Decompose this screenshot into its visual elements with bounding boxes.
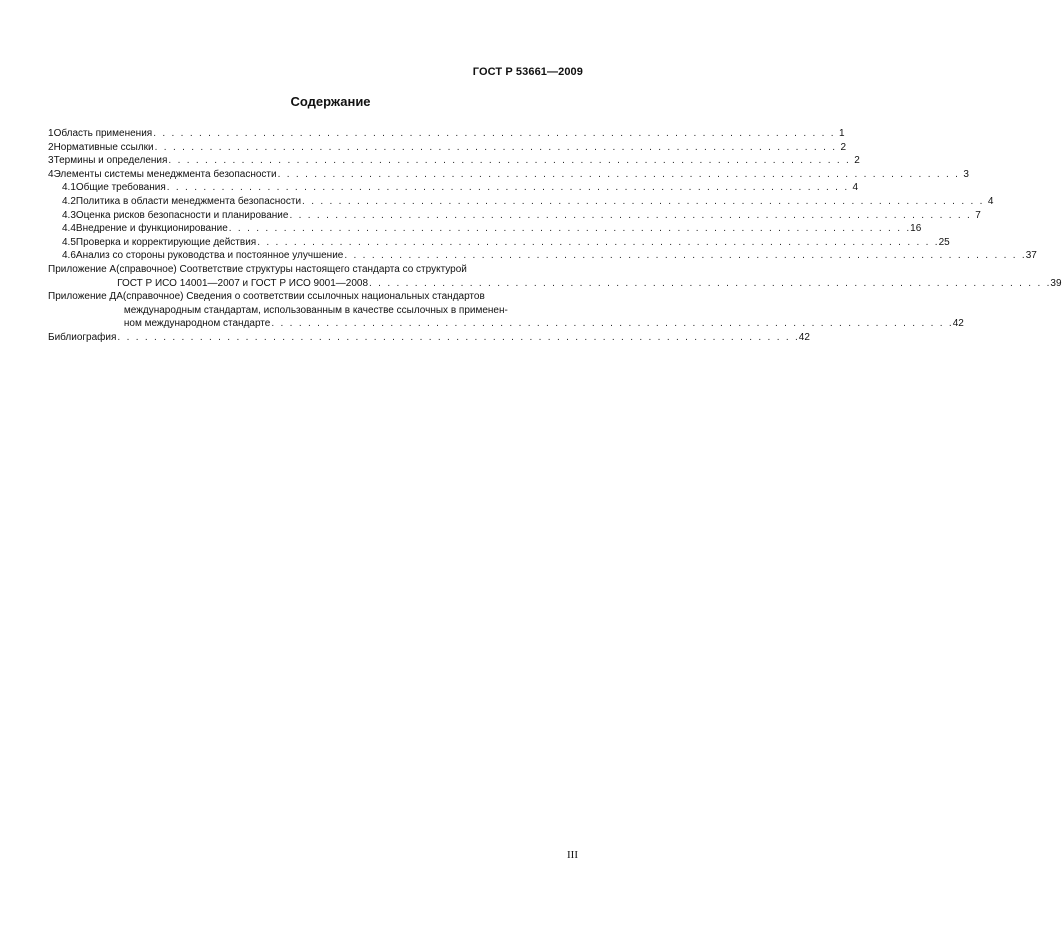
standard-code: ГОСТ Р 53661—2009 — [472, 66, 583, 78]
toc-entry-label: Политика в области менеджмента безопасности — [75, 195, 302, 207]
toc-entry-number: 4.6 — [62, 250, 76, 262]
dot-leader — [369, 277, 1049, 291]
toc-entry-label: Общие требования — [75, 182, 166, 194]
toc-entry-label: Внедрение и функционирование — [75, 223, 228, 235]
toc-subentry[interactable] — [48, 195, 994, 209]
toc-entry-number: 1 — [48, 128, 54, 139]
toc-entry[interactable] — [48, 154, 860, 168]
toc-entry-number: 4.5 — [62, 236, 76, 248]
toc-entry-page: 42 — [798, 331, 810, 343]
appendix-ref: Приложение ДА — [48, 291, 123, 303]
toc-entry-page: 1 — [839, 128, 845, 139]
appendix-title-line: (справочное) Сведения о соответствии ссылочных национальных стандартов — [122, 291, 485, 303]
toc-entry-page: 37 — [1025, 250, 1037, 262]
toc-entry-number: 4.1 — [62, 182, 76, 194]
toc-entry-number: 2 — [48, 141, 54, 153]
toc-entry-number: 3 — [48, 155, 54, 167]
toc-entry-label: Проверка и корректирующие действия — [75, 236, 257, 248]
toc-entry-page: 2 — [840, 141, 847, 153]
toc-entry[interactable] — [48, 127, 845, 141]
toc-entry-label: Анализ со стороны руководства и постоянное улучшение — [75, 250, 344, 262]
toc-entry-page: 16 — [910, 223, 922, 235]
toc-entry-label: Область применения — [53, 128, 153, 139]
toc-entry-page: 7 — [975, 209, 981, 221]
toc-appendix-a[interactable] — [48, 263, 1062, 290]
toc-entry-page: 4 — [987, 195, 994, 207]
toc-subentry[interactable] — [48, 236, 950, 250]
appendix-title-line: ГОСТ Р ИСО 14001—2007 и ГОСТ Р ИСО 9001—2008 — [117, 277, 369, 289]
appendix-title-line: ном международном стандарте — [123, 318, 271, 330]
dot-leader — [302, 195, 982, 209]
appendix-ref: Приложение А — [48, 263, 117, 275]
dot-leader — [229, 222, 909, 236]
dot-leader — [344, 249, 1024, 263]
toc-entry-number: 4 — [48, 168, 54, 180]
toc-entry-page: 25 — [938, 236, 950, 248]
toc-entry-page: 39 — [1050, 277, 1062, 289]
dot-leader — [289, 209, 969, 223]
appendix-title-line: (справочное) Соответствие структуры настоящего стандарта со структурой — [116, 263, 467, 275]
dot-leader — [168, 154, 848, 168]
toc-entry-number: 4.2 — [62, 195, 76, 207]
appendix-title-line: международным стандартам, использованным в качестве ссылочных в применен- — [123, 304, 508, 316]
dot-leader — [155, 141, 835, 155]
toc-subentry[interactable] — [48, 222, 922, 236]
toc-subentry[interactable] — [48, 249, 1037, 263]
toc-entry-page: 3 — [963, 168, 969, 180]
table-of-contents — [48, 127, 1062, 345]
toc-entry-label: Нормативные ссылки — [53, 141, 154, 153]
toc-subentry[interactable] — [48, 181, 859, 195]
toc-entry-label: Оценка рисков безопасности и планирование — [75, 209, 289, 221]
toc-entry-page: 42 — [952, 318, 964, 330]
toc-entry-page: 4 — [852, 182, 859, 194]
toc-entry[interactable] — [48, 168, 969, 182]
toc-entry[interactable] — [48, 141, 847, 155]
toc-entry-label: Термины и определения — [53, 155, 168, 167]
toc-subentry[interactable] — [48, 209, 981, 223]
dot-leader — [257, 236, 937, 250]
dot-leader — [271, 317, 951, 331]
dot-leader — [117, 331, 797, 345]
toc-entry-number: 4.4 — [62, 223, 76, 235]
dot-leader — [278, 168, 958, 182]
dot-leader — [153, 127, 833, 141]
toc-entry-page: 2 — [854, 155, 860, 167]
page-number: III — [567, 849, 578, 861]
toc-entry-number: 4.3 — [62, 209, 76, 221]
toc-entry-label: Библиография — [48, 331, 117, 343]
toc-entry-label: Элементы системы менеджмента безопасности — [53, 168, 277, 180]
toc-bibliography[interactable] — [48, 331, 810, 345]
dot-leader — [167, 181, 847, 195]
toc-appendix-da[interactable] — [48, 290, 964, 331]
page-title: Содержание — [290, 94, 371, 109]
